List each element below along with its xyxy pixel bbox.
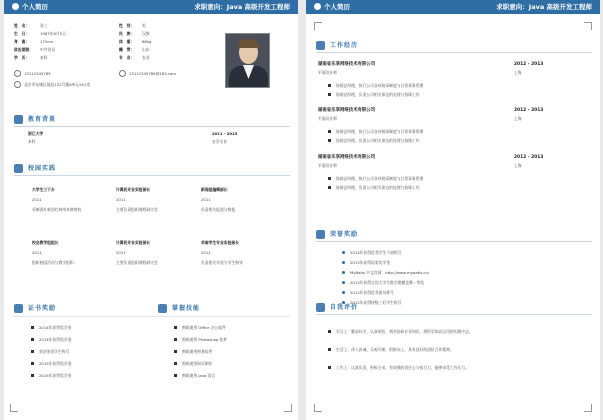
cert-item: 2014年获得奖学金 bbox=[39, 337, 72, 342]
label-birthday: 生 日： bbox=[14, 31, 30, 36]
corner-mark bbox=[584, 22, 592, 30]
section-title: 教育背景 bbox=[28, 116, 57, 123]
graduation-cap-icon bbox=[14, 115, 23, 124]
banner-objective: 求职意向：Java 高级开发工程师 bbox=[194, 3, 290, 11]
cert-item: 2015年获得奖学金 bbox=[39, 361, 72, 366]
self-eval-item: 学习上：勤奋好学，认真刻苦，刻苦钻研专业知识，将所学知识运用到实践中去。 bbox=[336, 329, 473, 334]
banner-title: 个人简历 bbox=[12, 2, 48, 12]
section-title: 校园实践 bbox=[28, 165, 57, 172]
section-certs bbox=[14, 303, 124, 315]
skill-item: 熟练使用财务软件 bbox=[182, 349, 213, 354]
pencil-icon bbox=[316, 303, 325, 312]
cert-item: 荣获荣誉学生称号 bbox=[39, 349, 70, 354]
address-value: 北京市东城区地址122号楼6单元501室 bbox=[24, 82, 91, 87]
header-banner bbox=[4, 0, 298, 14]
section-title: 工作经历 bbox=[330, 42, 359, 49]
section-honors bbox=[316, 229, 592, 241]
corner-mark bbox=[284, 404, 292, 412]
value-political: 中共党员 bbox=[40, 47, 56, 52]
value-name: 张三 bbox=[40, 23, 48, 28]
person-icon bbox=[12, 3, 19, 10]
honor-item: 2014年获得优秀学生干部称号 bbox=[350, 250, 402, 255]
honor-item: 2013年获得全国大学生数学建模竞赛一等奖 bbox=[350, 280, 425, 285]
profile-photo bbox=[225, 33, 270, 88]
skill-item: 熟练使用 Photoshop 软件 bbox=[182, 337, 228, 342]
section-title: 荣誉奖励 bbox=[330, 231, 359, 238]
header-banner bbox=[306, 0, 600, 14]
value-hometown: 山东 bbox=[142, 47, 150, 52]
label-hometown: 籍 贯： bbox=[119, 47, 135, 52]
certificate-icon bbox=[14, 304, 23, 313]
corner-mark bbox=[314, 404, 322, 412]
skill-item: 熟练使用 Office 办公软件 bbox=[182, 325, 226, 330]
phone-icon bbox=[14, 70, 21, 77]
corner-mark bbox=[584, 404, 592, 412]
section-title: 证书奖励 bbox=[28, 305, 57, 312]
label-education: 学 历： bbox=[14, 55, 30, 60]
skill-item: 熟练使用网页制作 bbox=[182, 361, 213, 366]
value-ethnicity: 汉族 bbox=[142, 31, 150, 36]
section-title: 自我评价 bbox=[330, 304, 359, 311]
edu-degree: 本科 bbox=[28, 139, 36, 144]
edu-school: 浙江大学 bbox=[28, 131, 44, 136]
label-weight: 体 重： bbox=[119, 39, 135, 44]
value-birthday: 1987年6月5日 bbox=[40, 31, 66, 36]
honor-item: 2012年获得优秀团员称号 bbox=[350, 290, 394, 295]
banner-objective: 求职意向：Java 高级开发工程师 bbox=[496, 3, 592, 11]
email-icon bbox=[119, 70, 126, 77]
location-icon bbox=[14, 81, 21, 88]
label-gender: 性 别： bbox=[119, 23, 135, 28]
email-value: 13112345789@163.com bbox=[129, 71, 176, 76]
briefcase-icon bbox=[316, 41, 325, 50]
banner-title: 个人简历 bbox=[314, 2, 350, 12]
cert-item: 2015年获得奖学金 bbox=[39, 373, 72, 378]
edu-years: 2011 - 2015 bbox=[212, 131, 238, 136]
skills-icon bbox=[158, 304, 167, 313]
self-eval-item: 生活上：待人真诚，乐观开朗，积极向上，具有良好的团队合作精神。 bbox=[336, 347, 454, 352]
value-height: 175cm bbox=[40, 39, 54, 44]
section-skills bbox=[158, 303, 278, 315]
label-name: 姓 名： bbox=[14, 23, 30, 28]
value-gender: 男 bbox=[142, 23, 146, 28]
label-political: 政治面貌： bbox=[14, 47, 33, 52]
honor-item: 2012年获得校级三好学生称号 bbox=[350, 300, 402, 305]
label-ethnicity: 民 族： bbox=[119, 31, 135, 36]
label-height: 身 高： bbox=[14, 39, 30, 44]
section-self-evaluation bbox=[316, 302, 592, 314]
section-education bbox=[14, 114, 290, 126]
skill-item: 熟练使用 Java 语言 bbox=[182, 373, 216, 378]
section-work bbox=[316, 40, 592, 52]
corner-mark bbox=[10, 404, 18, 412]
honor-item: MyBatis 中文官网：http://www.mybatis.cn/ bbox=[350, 270, 430, 275]
phone-value: 13112345789 bbox=[24, 71, 51, 76]
value-education: 本科 bbox=[40, 55, 48, 60]
honor-item: 2013年获得国家奖学金 bbox=[350, 260, 391, 265]
person-icon bbox=[314, 3, 321, 10]
edu-major: 农学专业 bbox=[212, 139, 228, 144]
campus-icon bbox=[14, 164, 23, 173]
section-title: 掌握技能 bbox=[172, 305, 201, 312]
trophy-icon bbox=[316, 230, 325, 239]
section-campus bbox=[14, 163, 290, 175]
corner-mark bbox=[314, 22, 322, 30]
self-eval-item: 工作上：认真负责，积极主动，有较强的责任心与执行力，能够承受工作压力。 bbox=[336, 365, 469, 370]
cert-item: 2014年获得奖学金 bbox=[39, 325, 72, 330]
resume-page-2: 个人简历 求职意向：Java 高级开发工程师 工作经历 湖南省乐享网络技术有限公司 2012 - 2013 平面设计师 上海 协助总经理，执行公司各项规章制度与日常事务管理 协助总经理，负责公司相关事宜的处理与协调工作 湖南省乐享网络技术有限公司 2012 - 2013 平面设计师 上海 协助总经理，执行公司各项规章制度与日常事务管理 协助总经理，负责公司相关事宜的处理与协调工作 湖南省乐享网络技术有限公司 2012 - 2013 平面设计师 上海 协助总经理，执行公司各项规章制度与日常事务管理 协助总经理，负责公司相关事宜的处理与协调工作 荣誉奖励 2014年获得优秀学生干部称号 2013年获得国家奖学金 MyBatis 中文官网：http://www.mybatis.cn/ 2013年获得全国大学生数学建模竞赛一等奖 2012年获得优秀团员称号 2012年获得校级三好学生称号 自我评价 学习上：勤奋好学，认真刻苦，刻苦钻研专业知识，将所学知识运用到实践中去。 生活上：待人真诚，乐观开朗，积极向上，具有良好的团队合作精神。 工作上：认真负责，积极主动，有较强的责任心与执行力，能够承受工作压力。 bbox=[306, 0, 600, 420]
value-weight: 68kg bbox=[142, 39, 152, 44]
resume-page-1: 个人简历 求职意向：Java 高级开发工程师 姓 名： 张三 生 日： 1987年6月5日 身 高： 175cm 政治面貌： 中共党员 学 历： 本科 性 别： 男 民 族： 汉族 体 重： 68kg 籍 贯： 山东 专 业： 农业 13112345789 13112345789@163.com 北京市东城区地址122号楼6单元501室 教育背景 浙江大学 2011 - 2015 本科 农学专业 校园实践 大学生三下乡 2011 采摘西红柿西红柿用来修剪枝 计算机专业实验部长 2011 主要负责组织课程研讨会 新闻组编辑部长 2011 负责相关报道与简报 校会教学组组长 2011 组织校园活动与教学组织 计算机专业实验部长 2011 主要负责组织课程研讨会 华南学生专业实验部长 2011 负责相关实验与学生指导 证书奖励 掌握技能 2014年获得奖学金 2014年获得奖学金 荣获荣誉学生称号 2015年获得奖学金 2015年获得奖学金 熟练使用 Office 办公软件 熟练使用 Photoshop 软件 熟练使用财务软件 熟练使用网页制作 熟练使用 Java 语言 bbox=[4, 0, 298, 420]
value-major: 农业 bbox=[142, 55, 150, 60]
label-major: 专 业： bbox=[119, 55, 135, 60]
